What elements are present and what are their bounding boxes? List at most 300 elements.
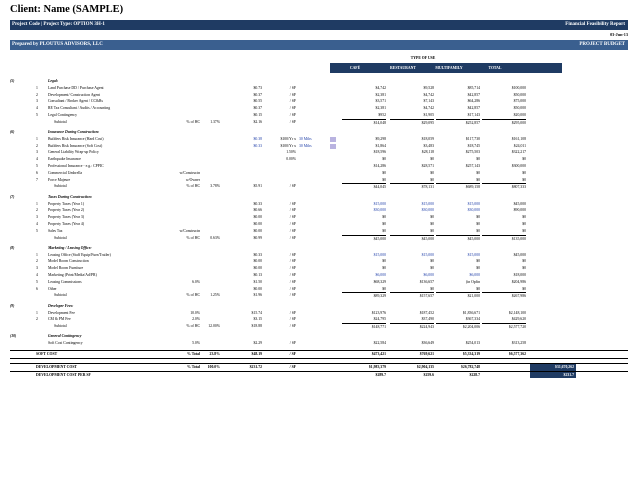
row-label: Commercial Umbrella xyxy=(48,170,83,175)
row-rate: $0.99 xyxy=(253,235,262,240)
total-label: SOFT COST xyxy=(36,352,58,357)
total-percent-label: % Total xyxy=(187,364,200,369)
value-cell: $14,286 xyxy=(373,164,386,169)
row-percent-label: 5.0% xyxy=(192,341,200,346)
row-percent-label: w/Constructn xyxy=(179,170,200,175)
input-marker xyxy=(330,144,336,149)
row-duration: 30 Mths xyxy=(299,136,312,141)
value-cell: $267,986 xyxy=(482,292,526,300)
value-cell: $3,483 xyxy=(423,143,434,148)
value-cell: $0 xyxy=(476,259,480,264)
row-rate-unit: / SF xyxy=(289,310,296,315)
budget-table xyxy=(10,78,628,378)
value-cell: $45,000 xyxy=(436,235,480,243)
row-percent-label: w/Owner xyxy=(185,177,200,182)
table-row xyxy=(10,136,628,143)
table-row xyxy=(10,98,628,105)
value-cell: $3,571 xyxy=(375,99,386,104)
row-percent-label: 2.0% xyxy=(192,317,200,322)
value-cell: $18,059 xyxy=(421,136,434,141)
total-rate-unit: / SF xyxy=(289,352,296,357)
value-cell: $0 xyxy=(430,170,434,175)
table-row xyxy=(10,163,628,170)
row-rate-unit: / SF xyxy=(289,112,296,117)
value-cell: $0 xyxy=(382,170,386,175)
total-percent-label: % Total xyxy=(187,352,200,357)
value-cell: $18,596 xyxy=(373,150,386,155)
row-rate-unit: / SF xyxy=(289,341,296,346)
row-rate-unit: / SF xyxy=(289,324,296,329)
value-cell: $36,649 xyxy=(421,341,434,346)
row-index: 1 xyxy=(36,201,38,206)
value-cell: $117,730 xyxy=(465,136,480,141)
report-title: Financial Feasibility Report xyxy=(565,22,625,27)
subtotal-row xyxy=(10,183,628,190)
value-cell: $0 xyxy=(476,266,480,271)
row-label: Builders Risk Insurance (Soft Cost) xyxy=(48,143,103,148)
table-row xyxy=(10,272,628,279)
subtotal-row xyxy=(10,119,628,126)
section-header xyxy=(10,194,628,201)
total-value: $1,983,379 xyxy=(368,364,386,369)
value-cell: $15,000 xyxy=(373,252,386,257)
row-label: CM & PM Fee xyxy=(48,317,71,322)
total-percent: 23.8% xyxy=(209,352,220,357)
row-label: Professional Insurance - e.g.: CPPIC xyxy=(48,164,104,169)
value-cell: $0 xyxy=(476,170,480,175)
total-value: $228.7 xyxy=(469,372,480,377)
value-cell: $429,620 xyxy=(511,317,526,322)
row-index: 3 xyxy=(36,150,38,155)
section-title: Developer Fees: xyxy=(48,303,74,308)
row-index: 4 xyxy=(36,157,38,162)
section-number: (5) xyxy=(10,79,15,83)
table-row xyxy=(10,85,628,92)
value-cell: $45,000 xyxy=(513,252,526,257)
row-percent: 3.78% xyxy=(210,184,220,189)
value-cell: $0 xyxy=(522,228,526,233)
row-rate: $0.15 xyxy=(253,112,262,117)
value-cell: $45,000 xyxy=(390,235,434,243)
value-cell: $28,571 xyxy=(421,164,434,169)
column-header-bar xyxy=(330,63,562,73)
row-rate: $1.96 xyxy=(253,293,262,298)
value-cell: (in Opfin xyxy=(465,279,480,284)
row-label: Model Room Furniture xyxy=(48,266,84,271)
row-index: 2 xyxy=(36,143,38,148)
project-bar xyxy=(10,20,628,30)
value-cell: $0 xyxy=(522,157,526,162)
table-row xyxy=(10,143,628,150)
value-cell: $21,000 xyxy=(436,292,480,300)
value-cell: $2,148,100 xyxy=(508,310,526,315)
table-row xyxy=(10,316,628,323)
value-cell: $22,584 xyxy=(373,341,386,346)
value-cell: $952 xyxy=(378,112,386,117)
value-cell: $252,857 xyxy=(436,119,480,127)
row-label: General Liability Wrap-up Policy xyxy=(48,150,99,155)
total-value: $473,421 xyxy=(371,352,386,357)
development-cost-per-sf-row xyxy=(10,372,628,379)
value-cell: $0 xyxy=(382,286,386,291)
row-label: Subtotal xyxy=(54,119,67,124)
value-cell: $0 xyxy=(382,259,386,264)
row-index: 2 xyxy=(36,92,38,97)
total-value: $289.7 xyxy=(375,372,386,377)
row-index: 1 xyxy=(36,136,38,141)
value-cell: $0 xyxy=(430,177,434,182)
value-cell: $313,258 xyxy=(511,341,526,346)
row-percent-label: % of HC xyxy=(186,324,200,329)
value-cell: $295,000 xyxy=(482,119,526,127)
table-row xyxy=(10,265,628,272)
value-cell: $0 xyxy=(382,177,386,182)
value-cell: $1,905 xyxy=(423,112,434,117)
value-cell: $0 xyxy=(476,215,480,220)
value-cell: $0 xyxy=(476,157,480,162)
value-cell: $1,836,671 xyxy=(462,310,480,315)
value-cell: $254,013 xyxy=(465,341,480,346)
row-label: Other xyxy=(48,286,57,291)
value-cell: $807,333 xyxy=(482,183,526,191)
row-label: Subtotal xyxy=(54,235,67,240)
row-label: Builders Risk Insurance (Hard Cost) xyxy=(48,136,104,141)
row-rate-unit: / SF xyxy=(289,221,296,226)
value-cell: $1,864 xyxy=(375,143,386,148)
value-cell: $367,334 xyxy=(465,317,480,322)
value-cell: $0 xyxy=(382,215,386,220)
section-header xyxy=(10,78,628,85)
value-cell: $90,000 xyxy=(513,208,526,213)
row-rate-unit: / SF xyxy=(289,279,296,284)
row-index: 4 xyxy=(36,106,38,111)
value-cell: $0 xyxy=(522,221,526,226)
total-rate: $231.72 xyxy=(249,364,262,369)
row-label: Subtotal xyxy=(54,324,67,329)
row-index: 3 xyxy=(36,99,38,104)
value-cell: $0 xyxy=(430,221,434,226)
value-cell: $275,503 xyxy=(465,150,480,155)
row-percent: 12.00% xyxy=(208,324,220,329)
value-cell: $0 xyxy=(382,221,386,226)
table-row xyxy=(10,156,628,163)
total-percent: 100.0% xyxy=(207,364,220,369)
row-index: 6 xyxy=(36,170,38,175)
table-row xyxy=(10,207,628,214)
row-rate-basis: $100/Yr x xyxy=(280,136,296,141)
value-cell: $15,000 xyxy=(421,201,434,206)
table-row xyxy=(10,201,628,208)
value-cell: $30,000 xyxy=(373,208,386,213)
row-rate: $0.37 xyxy=(253,106,262,111)
row-index: 2 xyxy=(36,208,38,213)
row-rate: $5.91 xyxy=(253,184,262,189)
value-cell: $68,329 xyxy=(373,279,386,284)
row-rate-unit: / SF xyxy=(289,317,296,322)
soft-cost-row xyxy=(10,350,628,359)
value-cell: $257,143 xyxy=(465,164,480,169)
row-index: 5 xyxy=(36,228,38,233)
row-rate-unit: / SF xyxy=(289,235,296,240)
row-percent: 0.63% xyxy=(210,235,220,240)
row-index: 4 xyxy=(36,221,38,226)
row-label: Earthquake Insurance xyxy=(48,157,81,162)
row-rate-unit: / SF xyxy=(289,215,296,220)
prepared-bar xyxy=(10,40,628,50)
value-cell: $29,095 xyxy=(390,119,434,127)
section-number: (10) xyxy=(10,334,17,339)
row-label: RE Tax Consultant / Audits / Accounting xyxy=(48,106,111,111)
value-cell: $689,158 xyxy=(436,183,480,191)
row-index: 1 xyxy=(36,310,38,315)
value-cell: $50,000 xyxy=(513,106,526,111)
row-percent: 1.37% xyxy=(210,119,220,124)
section-header xyxy=(10,303,628,310)
table-row xyxy=(10,177,628,184)
value-cell: $78,131 xyxy=(390,183,434,191)
row-rate-unit: / SF xyxy=(289,119,296,124)
row-percent-label: % of HC xyxy=(186,119,200,124)
row-index: 5 xyxy=(36,112,38,117)
col-header-total: TOTAL xyxy=(488,66,502,70)
row-percent: 1.25% xyxy=(210,293,220,298)
row-rate: $0.37 xyxy=(253,92,262,97)
row-rate-unit: / SF xyxy=(289,228,296,233)
table-row xyxy=(10,105,628,112)
value-cell: $20,000 xyxy=(513,112,526,117)
row-percent-label: w/Constructn xyxy=(179,228,200,233)
section-header xyxy=(10,129,628,136)
value-cell: $0 xyxy=(430,286,434,291)
col-header-cafe: CAFÉ xyxy=(349,66,361,70)
row-rate-input: $0.38 xyxy=(253,136,262,141)
value-cell: $322,217 xyxy=(511,150,526,155)
subtotal-row xyxy=(10,235,628,242)
row-rate: $0.55 xyxy=(253,99,262,104)
row-rate: $0.13 xyxy=(253,273,262,278)
row-rate: $2.29 xyxy=(253,341,262,346)
row-rate-unit: / SF xyxy=(289,259,296,264)
total-value-highlight: $231.7 xyxy=(530,372,576,379)
value-cell: $42,857 xyxy=(467,106,480,111)
value-cell: $42,857 xyxy=(467,92,480,97)
row-rate-basis: 0.00% xyxy=(286,157,296,162)
value-cell: $148,771 xyxy=(342,323,386,331)
table-row xyxy=(10,214,628,221)
row-label: Property Taxes (Year 2) xyxy=(48,208,85,213)
value-cell: $24,795 xyxy=(373,317,386,322)
total-value: $259.6 xyxy=(423,372,434,377)
table-row xyxy=(10,92,628,99)
row-label: Subtotal xyxy=(54,293,67,298)
row-rate: $0.00 xyxy=(253,286,262,291)
total-label: DEVELOPMENT COST PER SF xyxy=(36,372,91,377)
total-value: $6,577,362 xyxy=(508,352,526,357)
section-title: Legal: xyxy=(48,79,59,83)
row-percent-label: 10.0% xyxy=(190,310,200,315)
row-label: Sales Tax xyxy=(48,228,63,233)
table-row xyxy=(10,286,628,293)
value-cell: $6,000 xyxy=(375,273,386,278)
section-header xyxy=(10,333,628,340)
value-cell: $9,528 xyxy=(423,85,434,90)
value-cell: $6,000 xyxy=(423,273,434,278)
row-percent-label: % of HC xyxy=(186,184,200,189)
section-number: (6) xyxy=(10,130,15,135)
value-cell: $4,742 xyxy=(423,106,434,111)
row-rate: $1.50 xyxy=(253,279,262,284)
row-label: Consultant / Broker Agent / CC&Rs xyxy=(48,99,103,104)
value-cell: $15,000 xyxy=(373,201,386,206)
total-value-highlight: $31,670,262 xyxy=(530,364,576,371)
table-row xyxy=(10,252,628,259)
row-label: Property Taxes (Year 1) xyxy=(48,201,85,206)
total-value: $2,904,135 xyxy=(416,364,434,369)
value-cell: $2,204,006 xyxy=(436,323,480,331)
value-cell: $0 xyxy=(430,266,434,271)
row-rate-unit: / SF xyxy=(289,266,296,271)
value-cell: $30,000 xyxy=(467,208,480,213)
value-cell: $0 xyxy=(522,177,526,182)
row-rate: $15.74 xyxy=(251,310,262,315)
value-cell: $24,011 xyxy=(513,143,526,148)
value-cell: $15,000 xyxy=(467,201,480,206)
value-cell: $44,045 xyxy=(342,183,386,191)
value-cell: $136,657 xyxy=(419,279,434,284)
row-duration: 30 Mths xyxy=(299,143,312,148)
row-label: Property Taxes (Year 3) xyxy=(48,215,85,220)
total-label: DEVELOPMENT COST xyxy=(36,364,77,369)
row-rate-unit: / SF xyxy=(289,273,296,278)
value-cell: $0 xyxy=(522,286,526,291)
value-cell: $0 xyxy=(430,228,434,233)
row-rate-unit: / SF xyxy=(289,99,296,104)
value-cell: $37,490 xyxy=(421,317,434,322)
section-number: (9) xyxy=(10,303,15,308)
value-cell: $0 xyxy=(382,266,386,271)
section-title: General Contingency xyxy=(48,334,82,339)
value-cell: $0 xyxy=(382,157,386,162)
row-rate: $0.00 xyxy=(253,215,262,220)
row-percent-label: 6.0% xyxy=(192,279,200,284)
value-cell: $89,329 xyxy=(342,292,386,300)
value-cell: $187,452 xyxy=(419,310,434,315)
row-index: 1 xyxy=(36,252,38,257)
row-label: Marketing (Print/Media/Ad/PR) xyxy=(48,273,97,278)
value-cell: $0 xyxy=(430,157,434,162)
row-rate: $0.73 xyxy=(253,85,262,90)
row-rate: $0.66 xyxy=(253,208,262,213)
row-rate: $2.16 xyxy=(253,119,262,124)
row-index: 6 xyxy=(36,286,38,291)
row-rate-unit: / SF xyxy=(289,92,296,97)
row-index: 3 xyxy=(36,266,38,271)
value-cell: $135,000 xyxy=(482,235,526,243)
row-rate-basis: $100/Yr x xyxy=(280,143,296,148)
type-of-use-header: TYPE OF USE xyxy=(410,56,436,60)
value-cell: $0 xyxy=(522,215,526,220)
total-value: $769,621 xyxy=(419,352,434,357)
value-cell: $2,381 xyxy=(375,92,386,97)
row-index: 2 xyxy=(36,259,38,264)
development-cost-row xyxy=(10,363,628,372)
value-cell: $18,745 xyxy=(467,143,480,148)
value-cell: $0 xyxy=(476,177,480,182)
report-name: PROJECT BUDGET xyxy=(579,42,625,47)
row-rate-unit: / SF xyxy=(289,208,296,213)
value-cell: $2,381 xyxy=(375,106,386,111)
row-index: 5 xyxy=(36,164,38,169)
row-label: Model Room Construction xyxy=(48,259,89,264)
value-cell: $123,976 xyxy=(371,310,386,315)
section-title: Insurance During Construction: xyxy=(48,130,100,135)
value-cell: $6,000 xyxy=(469,273,480,278)
value-cell: $4,742 xyxy=(375,85,386,90)
value-cell: $45,000 xyxy=(513,201,526,206)
total-rate-unit: / SF xyxy=(289,364,296,369)
table-row xyxy=(10,310,628,317)
table-row xyxy=(10,340,628,347)
value-cell: $0 xyxy=(522,259,526,264)
value-cell: $204,986 xyxy=(511,279,526,284)
input-marker xyxy=(330,137,336,142)
value-cell: $224,943 xyxy=(390,323,434,331)
value-cell: $0 xyxy=(476,221,480,226)
value-cell: $161,108 xyxy=(511,136,526,141)
row-rate: $0.33 xyxy=(253,201,262,206)
value-cell: $30,000 xyxy=(421,208,434,213)
table-row xyxy=(10,258,628,265)
value-cell: $100,000 xyxy=(511,85,526,90)
row-label: Force Majeure xyxy=(48,177,71,182)
table-row xyxy=(10,228,628,235)
row-label: Land Purchase DD / Purchase Agent xyxy=(48,85,104,90)
row-rate-unit: / SF xyxy=(289,106,296,111)
value-cell: $2,577,720 xyxy=(482,323,526,331)
section-number: (7) xyxy=(10,194,15,199)
row-percent-label: % of HC xyxy=(186,235,200,240)
section-title: Marketing / Leasing Office: xyxy=(48,245,92,250)
row-label: Leasing Office (Staff Equip/Furn/Trailer) xyxy=(48,252,111,257)
table-row xyxy=(10,221,628,228)
client-title: Client: Name (SAMPLE) xyxy=(10,4,124,15)
row-rate: $0.00 xyxy=(253,266,262,271)
section-number: (8) xyxy=(10,245,15,250)
value-cell: $14,048 xyxy=(342,119,386,127)
table-row xyxy=(10,170,628,177)
value-cell: $45,000 xyxy=(342,235,386,243)
value-cell: $4,742 xyxy=(423,92,434,97)
row-index: 2 xyxy=(36,317,38,322)
value-cell: $0 xyxy=(430,215,434,220)
row-rate-unit: / SF xyxy=(289,293,296,298)
row-rate: $18.88 xyxy=(251,324,262,329)
subtotal-row xyxy=(10,292,628,299)
row-rate-unit: / SF xyxy=(289,184,296,189)
value-cell: $18,000 xyxy=(513,273,526,278)
row-label: Legal Contingency xyxy=(48,112,77,117)
report-date: 03-Jun-13 xyxy=(610,32,628,37)
row-rate-basis: 1.50% xyxy=(286,150,296,155)
value-cell: $15,000 xyxy=(467,252,480,257)
value-cell: $28,118 xyxy=(421,150,434,155)
row-rate: $0.00 xyxy=(253,259,262,264)
row-index: 1 xyxy=(36,85,38,90)
row-rate-input: $0.33 xyxy=(253,143,262,148)
row-label: Leasing Commissions xyxy=(48,279,82,284)
value-cell: $300,000 xyxy=(511,164,526,169)
row-label: Property Taxes (Year 4) xyxy=(48,221,85,226)
